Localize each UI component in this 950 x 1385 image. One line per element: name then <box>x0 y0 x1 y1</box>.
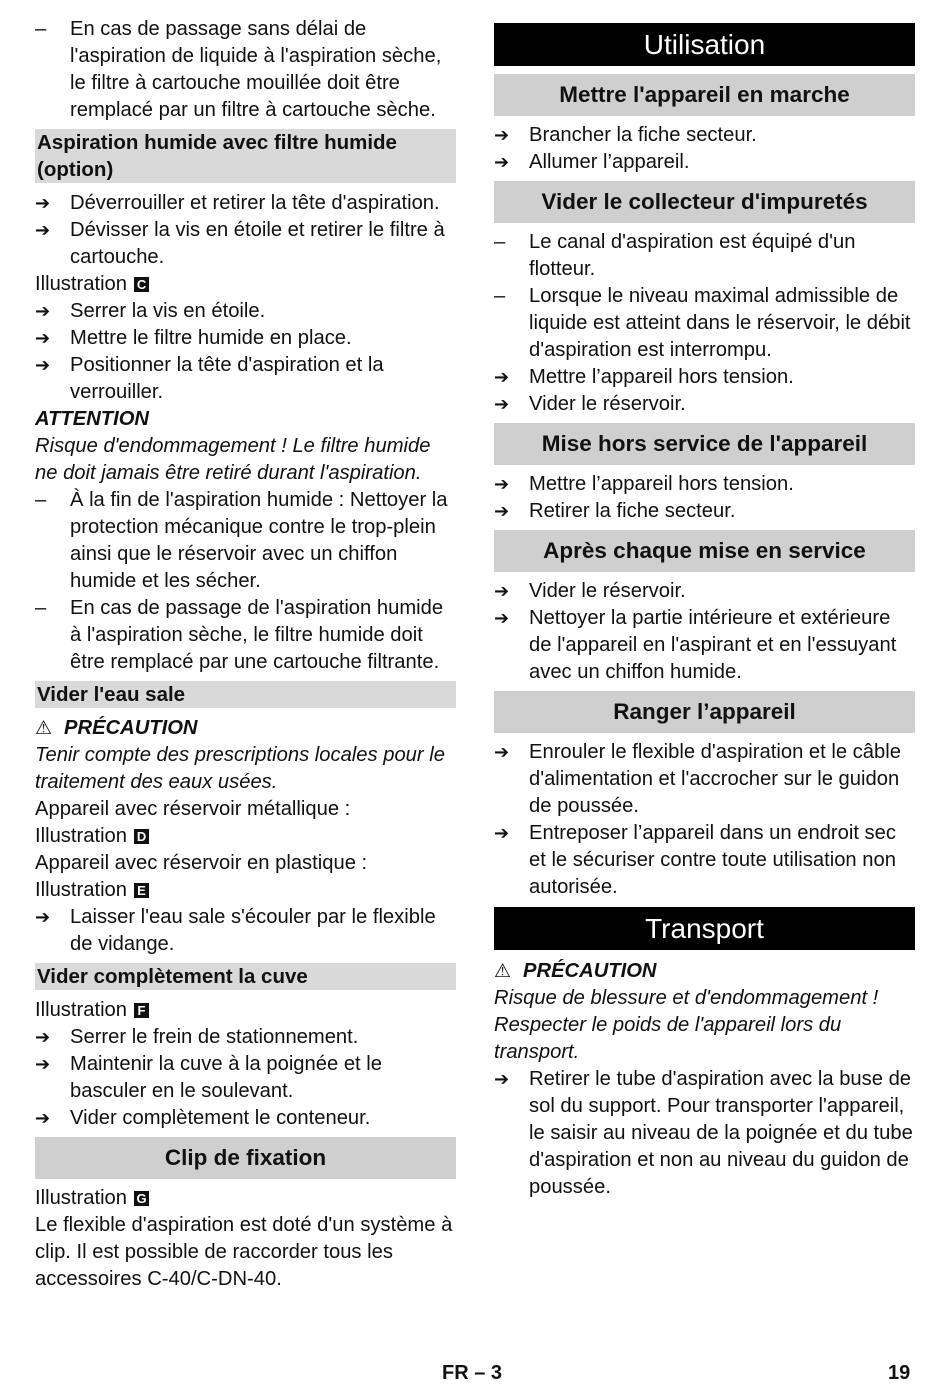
illustration-letter-badge: E <box>134 883 149 898</box>
caution-title <box>35 715 456 742</box>
arrow-icon: ➔ <box>494 501 510 522</box>
item-text: Mettre l’appareil hors tension. <box>529 366 794 388</box>
arrow-icon: ➔ <box>35 220 51 241</box>
list-item <box>494 283 915 364</box>
illustration-label: Illustration <box>35 1187 128 1209</box>
arrow-icon: ➔ <box>35 907 51 928</box>
list-item <box>494 1066 915 1201</box>
illustration-ref <box>35 1185 456 1212</box>
attention-text: Risque d'endommagement ! Le filtre humide ne doit jamais être retiré durant l'aspiration. <box>35 435 431 484</box>
arrow-icon: ➔ <box>494 152 510 173</box>
list-item <box>35 904 456 958</box>
arrow-icon: ➔ <box>35 1054 51 1075</box>
arrow-icon: ➔ <box>494 1069 510 1090</box>
list-item <box>494 391 915 418</box>
right-column <box>494 16 915 1201</box>
caution-title <box>494 958 915 985</box>
caution-text: Tenir compte des prescriptions locales pour le traitement des eaux usées. <box>35 744 445 793</box>
item-text: Entreposer l’appareil dans un endroit sec et le sécuriser contre toute utilisation non autorisée. <box>529 822 896 898</box>
illustration-label: Illustration <box>35 273 128 295</box>
list-item <box>35 190 456 217</box>
item-text: Déverrouiller et retirer la tête d'aspiration. <box>70 192 440 214</box>
list-item <box>494 578 915 605</box>
illustration-label: Illustration <box>35 825 128 847</box>
item-text: Serrer le frein de stationnement. <box>70 1026 359 1048</box>
item-text: Vider le réservoir. <box>529 580 686 602</box>
list-item <box>35 298 456 325</box>
item-text: En cas de passage sans délai de l'aspiration de liquide à l'aspiration sèche, le filtre à cartouche mouillée doit être remplacé par un filtre à cartouche sèche. <box>70 18 442 121</box>
list-item <box>35 1105 456 1132</box>
illustration-letter-badge: C <box>134 277 149 292</box>
heading-wet-aspiration: Aspiration humide avec filtre humide (option) <box>35 129 456 183</box>
caution-text: Risque de blessure et d'endommagement ! Respecter le poids de l'appareil lors du transport. <box>494 987 879 1063</box>
dash-marker: – <box>494 231 506 253</box>
item-text: Retirer la fiche secteur. <box>529 500 736 522</box>
warning-icon: ⚠ <box>35 717 53 739</box>
illustration-ref <box>35 271 456 298</box>
arrow-icon: ➔ <box>35 328 51 349</box>
heading-empty-tank: Vider complètement la cuve <box>35 963 456 990</box>
list-item <box>35 352 456 406</box>
arrow-icon: ➔ <box>35 193 51 214</box>
left-column <box>35 16 456 1293</box>
list-item <box>494 739 915 820</box>
item-text: Lorsque le niveau maximal admissible de liquide est atteint dans le réservoir, le débit d'aspiration est interrompu. <box>529 285 911 361</box>
arrow-icon: ➔ <box>494 367 510 388</box>
arrow-icon: ➔ <box>35 1108 51 1129</box>
clip-text: Le flexible d'aspiration est doté d'un système à clip. Il est possible de raccorder tous les accessoires C-40/C-DN-40. <box>35 1214 453 1290</box>
heading-utilisation: Utilisation <box>494 23 915 66</box>
arrow-icon: ➔ <box>494 125 510 146</box>
list-item <box>35 1051 456 1105</box>
item-text: Dévisser la vis en étoile et retirer le filtre à cartouche. <box>70 219 445 268</box>
item-text: Vider complètement le conteneur. <box>70 1107 371 1129</box>
item-text: Retirer le tube d'aspiration avec la buse de sol du support. Pour transporter l'appareil, le saisir au niveau de la poignée et du tube d'aspiration et non au niveau du guidon de poussée. <box>529 1068 913 1198</box>
list-item <box>494 229 915 283</box>
list-item <box>494 364 915 391</box>
list-item <box>494 149 915 176</box>
page-number: 19 <box>888 1362 911 1384</box>
dash-marker: – <box>35 597 47 619</box>
illustration-ref <box>35 877 456 904</box>
item-text: Maintenir la cuve à la poignée et le basculer en le soulevant. <box>70 1053 382 1102</box>
heading-clip: Clip de fixation <box>35 1137 456 1179</box>
caution-title-text: PRÉCAUTION <box>64 717 198 739</box>
arrow-icon: ➔ <box>494 474 510 495</box>
list-item <box>494 122 915 149</box>
item-text: Serrer la vis en étoile. <box>70 300 266 322</box>
dash-marker: – <box>35 18 47 40</box>
item-text: Brancher la fiche secteur. <box>529 124 757 146</box>
page-label: FR – 3 <box>442 1362 503 1384</box>
item-text: Allumer l’appareil. <box>529 151 690 173</box>
arrow-icon: ➔ <box>494 581 510 602</box>
arrow-icon: ➔ <box>35 1027 51 1048</box>
caution-title-text: PRÉCAUTION <box>523 960 657 982</box>
illustration-letter-badge: D <box>134 829 149 844</box>
list-item <box>35 325 456 352</box>
arrow-icon: ➔ <box>494 823 510 844</box>
item-text: En cas de passage de l'aspiration humide à l'aspiration sèche, le filtre humide doit être remplacé par une cartouche filtrante. <box>70 597 444 673</box>
heading-shutdown: Mise hors service de l'appareil <box>494 423 915 465</box>
arrow-icon: ➔ <box>35 301 51 322</box>
plastic-tank-line: Appareil avec réservoir en plastique : <box>35 852 368 874</box>
item-text: Nettoyer la partie intérieure et extérieure de l'appareil en l'aspirant et en l'essuyant avec un chiffon humide. <box>529 607 897 683</box>
arrow-icon: ➔ <box>494 608 510 629</box>
illustration-label: Illustration <box>35 999 128 1021</box>
illustration-letter-badge: G <box>134 1191 149 1206</box>
item-text: Laisser l'eau sale s'écouler par le flexible de vidange. <box>70 906 436 955</box>
arrow-icon: ➔ <box>35 355 51 376</box>
list-item <box>494 471 915 498</box>
list-item <box>494 820 915 901</box>
heading-dirty-water: Vider l'eau sale <box>35 681 456 708</box>
attention-title: ATTENTION <box>35 408 150 430</box>
arrow-icon: ➔ <box>494 742 510 763</box>
illustration-ref <box>35 997 456 1024</box>
illustration-ref <box>35 823 456 850</box>
list-item <box>494 605 915 686</box>
dash-marker: – <box>494 285 506 307</box>
list-item <box>35 595 456 676</box>
heading-start: Mettre l'appareil en marche <box>494 74 915 116</box>
list-item <box>35 16 456 124</box>
list-item <box>35 1024 456 1051</box>
item-text: À la fin de l'aspiration humide : Nettoyer la protection mécanique contre le trop-plein ainsi que le réservoir avec un chiffon humide et les sécher. <box>70 489 448 592</box>
warning-icon: ⚠ <box>494 960 512 982</box>
illustration-label: Illustration <box>35 879 128 901</box>
arrow-icon: ➔ <box>494 394 510 415</box>
item-text: Mettre l’appareil hors tension. <box>529 473 794 495</box>
item-text: Enrouler le flexible d'aspiration et le câble d'alimentation et l'accrocher sur le guidon de poussée. <box>529 741 901 817</box>
item-text: Mettre le filtre humide en place. <box>70 327 352 349</box>
item-text: Vider le réservoir. <box>529 393 686 415</box>
item-text: Positionner la tête d'aspiration et la verrouiller. <box>70 354 384 403</box>
list-item <box>35 487 456 595</box>
heading-after-use: Après chaque mise en service <box>494 530 915 572</box>
dash-marker: – <box>35 489 47 511</box>
list-item <box>35 217 456 271</box>
heading-transport: Transport <box>494 907 915 950</box>
illustration-letter-badge: F <box>134 1003 149 1018</box>
item-text: Le canal d'aspiration est équipé d'un flotteur. <box>529 231 856 280</box>
heading-collector: Vider le collecteur d'impuretés <box>494 181 915 223</box>
heading-store: Ranger l’appareil <box>494 691 915 733</box>
metal-tank-line: Appareil avec réservoir métallique : <box>35 798 351 820</box>
list-item <box>494 498 915 525</box>
